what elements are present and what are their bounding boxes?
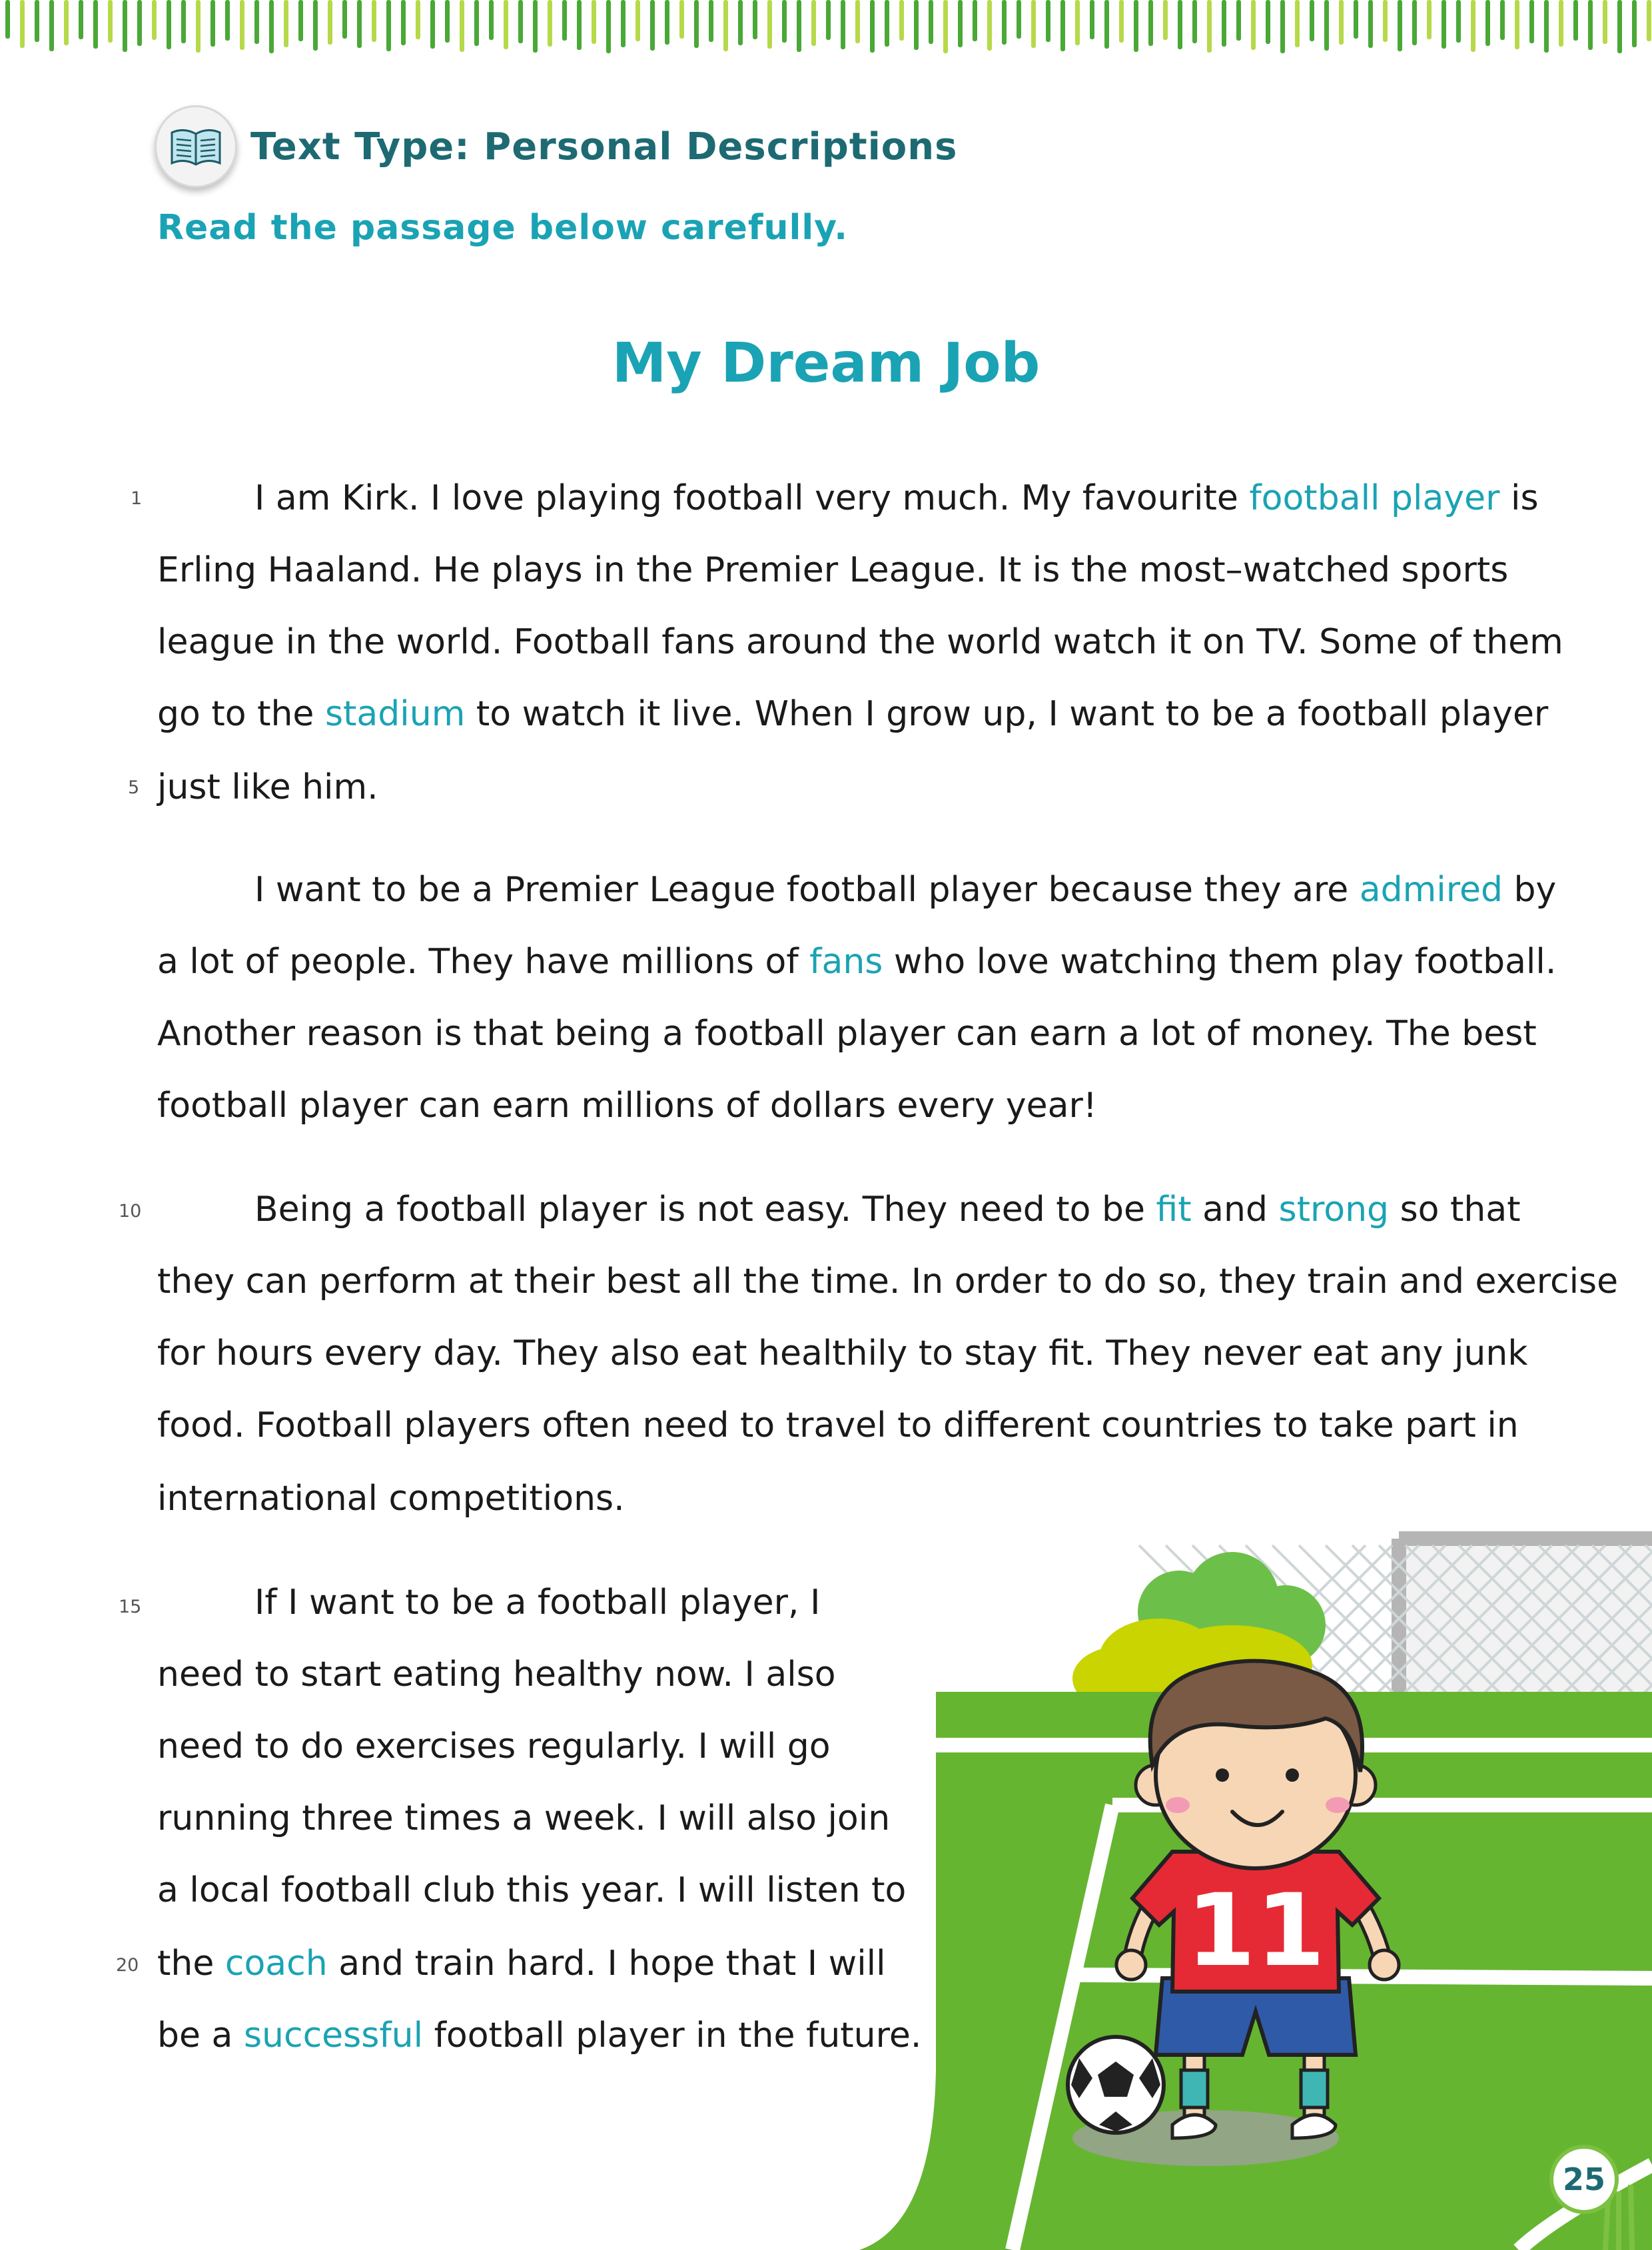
decorative-stripe (430, 0, 435, 49)
line-number: 15 (119, 1597, 142, 1617)
decorative-stripes (0, 0, 1652, 55)
decorative-stripe (929, 0, 933, 44)
decorative-stripe (1222, 0, 1226, 47)
decorative-stripe (797, 0, 801, 52)
decorative-stripe (855, 0, 860, 43)
open-book-icon (155, 105, 237, 188)
decorative-stripe (679, 0, 684, 39)
decorative-stripe (841, 0, 845, 49)
line-number: 10 (119, 1201, 142, 1222)
passage-line: food. Football players often need to travel to different countries to take part in (157, 1405, 1519, 1445)
decorative-stripe (518, 0, 523, 43)
decorative-stripe (1573, 0, 1578, 41)
keyword: fans (809, 942, 883, 982)
decorative-stripe (811, 0, 816, 46)
decorative-stripe (474, 0, 479, 46)
decorative-stripe (973, 0, 977, 41)
decorative-stripe (225, 0, 230, 41)
decorative-stripe (1485, 0, 1490, 46)
decorative-stripe (1632, 0, 1637, 47)
passage-line: I want to be a Premier League football player because they are admired by (254, 870, 1557, 910)
decorative-stripe (1119, 0, 1124, 43)
decorative-stripe (1442, 0, 1446, 49)
decorative-stripe (93, 0, 98, 49)
decorative-stripe (958, 0, 963, 47)
passage-line: Being a football player is not easy. They need to be fit and strong so that (254, 1190, 1521, 1230)
line-number: 5 (128, 777, 140, 798)
decorative-stripe (767, 0, 772, 49)
decorative-stripe (460, 0, 464, 52)
decorative-stripe (914, 0, 919, 50)
decorative-stripe (694, 0, 699, 48)
passage-line: for hours every day. They also eat healthily to stay fit. They never eat any junk (157, 1333, 1528, 1373)
decorative-stripe (1559, 0, 1563, 47)
decorative-stripe (123, 0, 127, 52)
passage-line: need to start eating healthy now. I also (157, 1655, 836, 1694)
decorative-stripe (196, 0, 201, 53)
decorative-stripe (49, 0, 54, 51)
decorative-stripe (1324, 0, 1329, 51)
decorative-stripe (1471, 0, 1475, 52)
keyword: successful (243, 2016, 424, 2056)
football-icon (1068, 2037, 1164, 2133)
decorative-stripe (210, 0, 215, 47)
passage-line: league in the world. Football fans around the world watch it on TV. Some of them (157, 622, 1563, 662)
decorative-stripe (240, 0, 244, 50)
page-number: 25 (1549, 2145, 1619, 2214)
passage-line: the coach and train hard. I hope that I will (157, 1944, 886, 1984)
decorative-stripe (1266, 0, 1270, 44)
decorative-stripe (1046, 0, 1050, 42)
decorative-stripe (1134, 0, 1138, 52)
passage-line: just like him. (157, 767, 378, 807)
keyword: strong (1278, 1190, 1390, 1230)
decorative-stripe (35, 0, 39, 42)
passage-line: I am Kirk. I love playing football very much. My favourite football player is (254, 478, 1539, 518)
decorative-stripe (548, 0, 552, 47)
passage-line: a lot of people. They have millions of fans who love watching them play football. (157, 942, 1557, 982)
decorative-stripe (416, 0, 420, 39)
decorative-stripe (108, 0, 113, 43)
keyword: admired (1359, 870, 1503, 910)
decorative-stripe (313, 0, 318, 51)
passage-line: If I want to be a football player, I (254, 1583, 821, 1623)
text-type-label: Text Type: Personal Descriptions (250, 125, 958, 169)
decorative-stripe (79, 0, 83, 39)
text-type-header (155, 107, 957, 187)
decorative-stripe (284, 0, 288, 47)
decorative-stripe (782, 0, 787, 43)
decorative-stripe (1148, 0, 1153, 46)
decorative-stripe (899, 0, 904, 41)
decorative-stripe (621, 0, 625, 47)
decorative-stripe (20, 0, 25, 48)
decorative-stripe (5, 0, 10, 39)
passage-line: need to do exercises regularly. I will go (157, 1726, 831, 1766)
keyword: coach (224, 1944, 328, 1984)
decorative-stripe (386, 0, 391, 51)
passage-line: go to the stadium to watch it live. When I grow up, I want to be a football player (157, 694, 1549, 734)
decorative-stripe (1002, 0, 1007, 45)
decorative-stripe (1192, 0, 1197, 43)
decorative-stripe (504, 0, 508, 49)
keyword: football player (1249, 478, 1500, 518)
decorative-stripe (1017, 0, 1021, 39)
decorative-stripe (1339, 0, 1344, 45)
passage-line: running three times a week. I will also join (157, 1798, 891, 1838)
decorative-stripe (1354, 0, 1358, 39)
decorative-stripe (709, 0, 713, 42)
decorative-stripe (885, 0, 889, 47)
keyword: stadium (324, 694, 466, 734)
decorative-stripe (1104, 0, 1109, 49)
decorative-stripe (1544, 0, 1549, 53)
jersey-number: 11 (1186, 1873, 1326, 1989)
football-player-illustration (859, 1525, 1652, 2250)
decorative-stripe (137, 0, 142, 46)
decorative-stripe (943, 0, 948, 53)
decorative-stripe (445, 0, 450, 43)
decorative-stripe (372, 0, 376, 42)
decorative-stripe (1529, 0, 1534, 43)
passage-line: Another reason is that being a football player can earn a lot of money. The best (157, 1014, 1537, 1054)
passage-title: My Dream Job (612, 332, 1040, 395)
decorative-stripe (1500, 0, 1505, 40)
decorative-stripe (650, 0, 655, 51)
decorative-stripe (1456, 0, 1461, 43)
decorative-stripe (1295, 0, 1300, 47)
decorative-stripe (870, 0, 875, 53)
decorative-stripe (152, 0, 157, 40)
decorative-stripe (1075, 0, 1080, 45)
decorative-stripe (592, 0, 596, 44)
decorative-stripe (1588, 0, 1593, 50)
decorative-stripe (1617, 0, 1622, 53)
passage-line: a local football club this year. I will listen to (157, 1870, 907, 1910)
decorative-stripe (1236, 0, 1241, 41)
passage-line: Erling Haaland. He plays in the Premier League. It is the most–watched sports (157, 550, 1509, 590)
decorative-stripe (357, 0, 362, 48)
decorative-stripe (1647, 0, 1651, 41)
passage-line: international competitions. (157, 1479, 625, 1519)
passage-line: football player can earn millions of dollars every year! (157, 1086, 1097, 1126)
line-number: 1 (131, 488, 143, 509)
decorative-stripe (1398, 0, 1402, 51)
decorative-stripe (1412, 0, 1417, 45)
decorative-stripe (753, 0, 757, 39)
decorative-stripe (826, 0, 831, 40)
decorative-stripe (1603, 0, 1607, 44)
decorative-stripe (401, 0, 406, 45)
decorative-stripe (181, 0, 186, 43)
decorative-stripe (328, 0, 332, 45)
decorative-stripe (1383, 0, 1388, 42)
passage-line: be a successful football player in the future. (157, 2016, 922, 2056)
decorative-stripe (254, 0, 259, 44)
line-number: 20 (116, 1955, 139, 1976)
decorative-stripe (987, 0, 992, 51)
decorative-stripe (1031, 0, 1036, 48)
decorative-stripe (1090, 0, 1094, 39)
decorative-stripe (1060, 0, 1065, 51)
decorative-stripe (1178, 0, 1182, 49)
decorative-stripe (533, 0, 538, 53)
reading-instruction: Read the passage below carefully. (157, 208, 849, 248)
decorative-stripe (1251, 0, 1256, 50)
decorative-stripe (635, 0, 640, 41)
decorative-stripe (723, 0, 728, 51)
decorative-stripe (1280, 0, 1285, 53)
decorative-stripe (342, 0, 347, 39)
decorative-stripe (1368, 0, 1373, 48)
decorative-stripe (64, 0, 69, 45)
decorative-stripe (665, 0, 669, 45)
decorative-stripe (1163, 0, 1168, 40)
decorative-stripe (562, 0, 567, 41)
decorative-stripe (167, 0, 171, 49)
decorative-stripe (269, 0, 274, 53)
keyword: fit (1156, 1190, 1192, 1230)
decorative-stripe (1310, 0, 1314, 41)
passage-line: they can perform at their best all the time. In order to do so, they train and exercise (157, 1262, 1619, 1302)
decorative-stripe (738, 0, 743, 45)
decorative-stripe (1515, 0, 1519, 49)
decorative-stripe (577, 0, 582, 50)
decorative-stripe (606, 0, 611, 53)
decorative-stripe (1207, 0, 1212, 53)
decorative-stripe (298, 0, 303, 41)
decorative-stripe (1427, 0, 1432, 39)
decorative-stripe (489, 0, 494, 40)
